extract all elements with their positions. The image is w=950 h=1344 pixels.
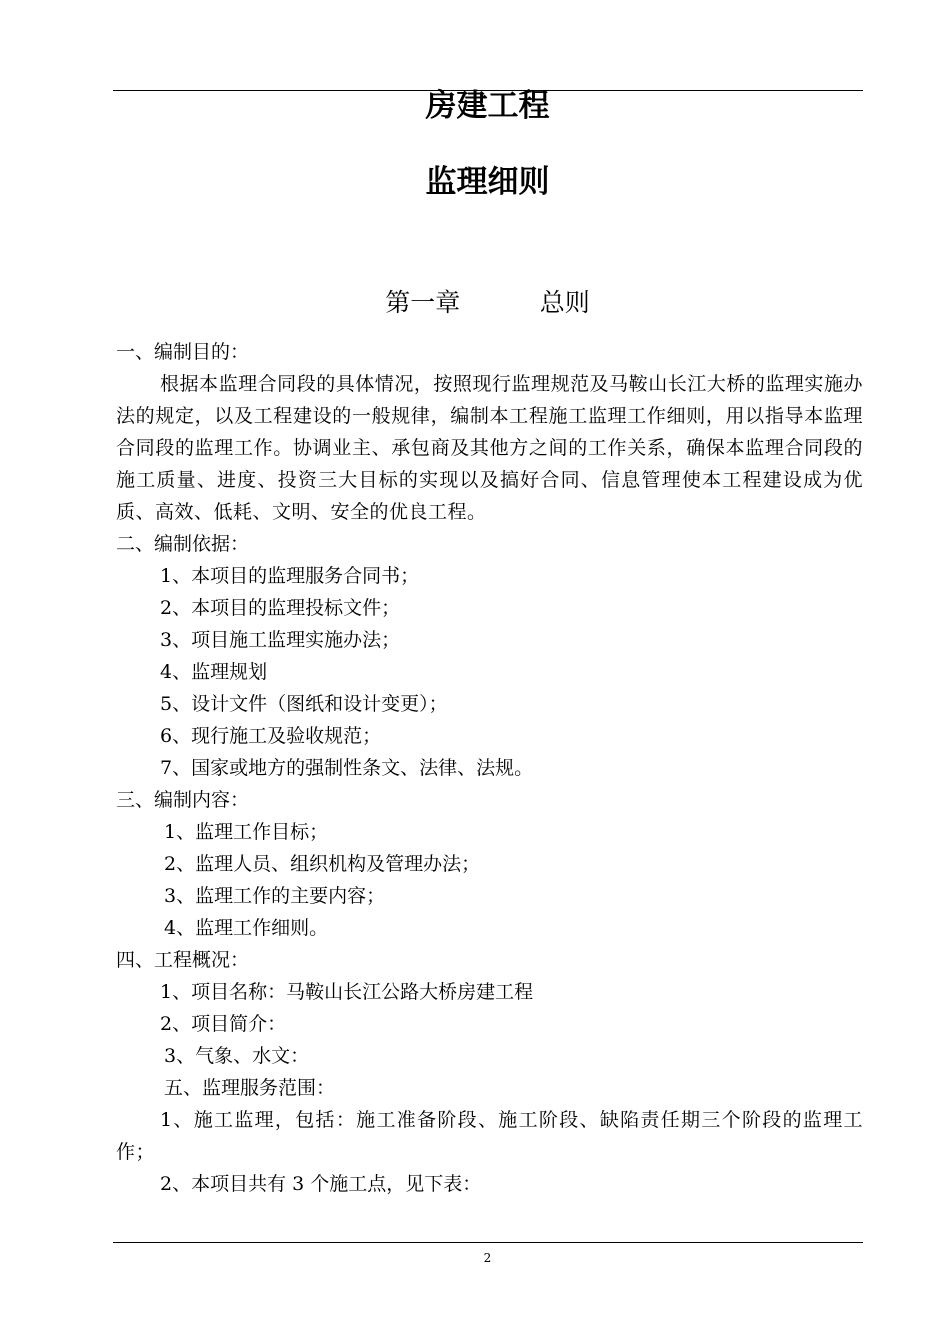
list-item: 1、项目名称：马鞍山长江公路大桥房建工程 bbox=[160, 981, 534, 1003]
list-item: 3、气象、水文： bbox=[164, 1045, 310, 1067]
section-heading-content: 三、编制内容： bbox=[116, 789, 250, 811]
list-item: 5、设计文件（图纸和设计变更）； bbox=[160, 693, 448, 715]
list-item: 3、项目施工监理实施办法； bbox=[160, 629, 401, 651]
list-item: 4、监理工作细则。 bbox=[164, 917, 329, 939]
footer-rule bbox=[113, 1242, 863, 1243]
section-heading-basis: 二、编制依据： bbox=[116, 533, 250, 555]
document-body bbox=[116, 336, 863, 1200]
section-heading-purpose: 一、编制目的： bbox=[116, 341, 250, 363]
purpose-paragraph: 根据本监理合同段的具体情况，按照现行监理规范及马鞍山长江大桥的监理实施办法的规定，以及工程建设的一般规律，编制本工程施工监理工作细则，用以指导本监理合同段的监理工作。协调业主、承包商及其他方之间的工作关系，确保本监理合同段的施工质量、进度、投资三大目标的实现以及搞好合同、信息管理使本工程建设成为优质、高效、低耗、文明、安全的优良工程。 bbox=[116, 373, 863, 523]
page-number: 2 bbox=[483, 1251, 492, 1265]
document-title: 房建工程 bbox=[425, 88, 550, 124]
list-item: 1、监理工作目标； bbox=[164, 821, 329, 843]
list-item: 1、本项目的监理服务合同书； bbox=[160, 565, 420, 587]
document-subtitle: 监理细则 bbox=[425, 164, 550, 200]
list-item: 2、项目简介： bbox=[160, 1013, 287, 1035]
scope-item-1: 1、施工监理，包括：施工准备阶段、施工阶段、缺陷责任期三个阶段的监理工作； bbox=[116, 1109, 863, 1163]
chapter-heading: 第一章 总则 bbox=[385, 288, 590, 317]
list-item: 4、监理规划 bbox=[160, 661, 268, 683]
list-item: 3、监理工作的主要内容； bbox=[164, 885, 386, 907]
list-item: 6、现行施工及验收规范； bbox=[160, 725, 382, 747]
list-item: 7、国家或地方的强制性条文、法律、法规。 bbox=[160, 757, 534, 779]
scope-item-2: 2、本项目共有 3 个施工点，见下表： bbox=[160, 1173, 482, 1195]
list-item: 2、监理人员、组织机构及管理办法； bbox=[164, 853, 481, 875]
list-item: 2、本项目的监理投标文件； bbox=[160, 597, 401, 619]
section-heading-overview: 四、工程概况： bbox=[116, 949, 250, 971]
section-heading-scope: 五、监理服务范围： bbox=[164, 1077, 336, 1099]
